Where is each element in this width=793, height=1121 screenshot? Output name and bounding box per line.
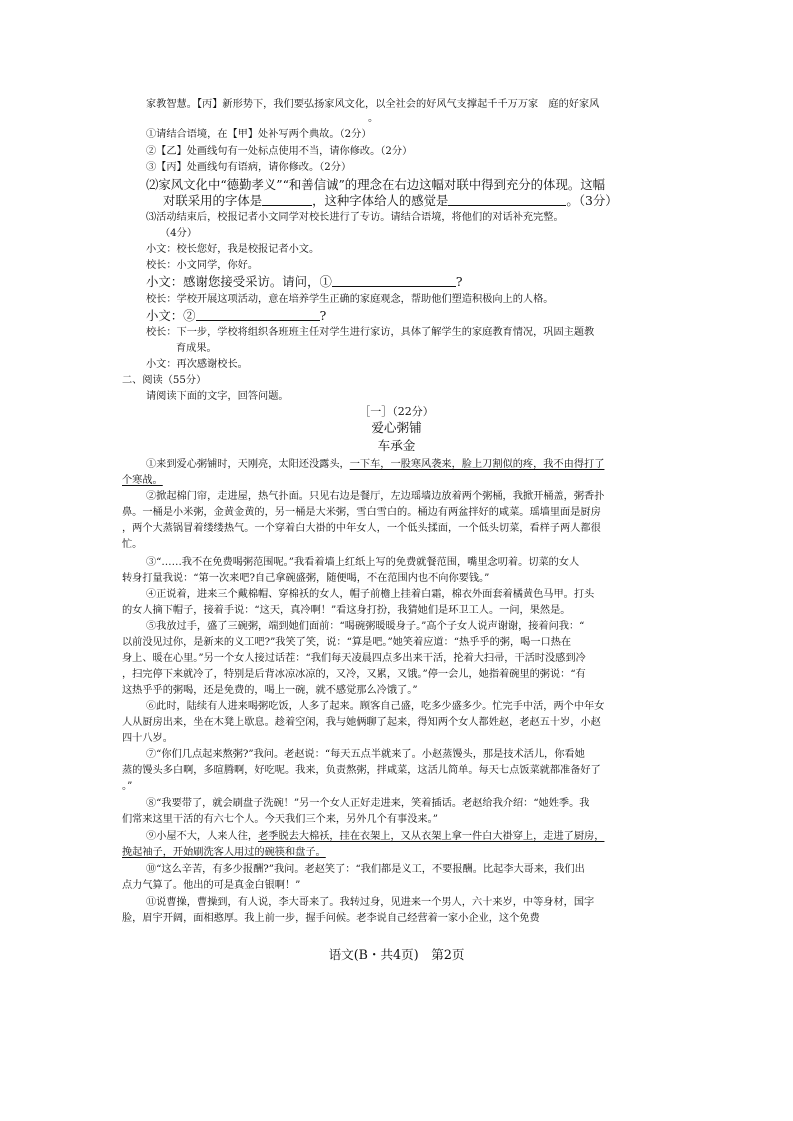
section-heading: 二、阅读（55分） [122,375,207,386]
dialogue-line: 小文：校长您好，我是校报记者小文。 [146,244,320,255]
question-item: ⑶活动结束后，校报记者小文同学对校长进行了专访。请结合语境，将他们的对话补充完整。 [146,212,564,223]
question-item: ①请结合语境，在【甲】处补写两个典故。（2分） [146,129,372,140]
paragraph-line: ①来到爱心粥铺时，天刚亮，太阳还没露头，一下车，一股寒风袭来，脸上刀割似的疼，我不由得打了 [146,459,605,470]
paragraph-line: 个寒战。 [122,475,163,486]
answer-blank[interactable] [332,275,456,287]
paragraph-line: ④正说着，进来三个戴棉帽、穿棉袄的女人，帽子前檐上挂着白霜，棉衣外面套着橘黄色马甲。打头 [146,589,595,600]
paragraph-line: 点力气算了。他出的可是真金白银啊！” [122,880,301,891]
paragraph-line: ②掀起棉门帘，走进屋，热气扑面。只见右边是餐厅，左边瑶墙边放着两个粥桶，我掀开桶盖，粥香扑 [146,491,605,502]
answer-blank[interactable] [262,194,312,206]
dialogue-line: 小文：② ? [146,308,327,323]
question-item: ⑵家风文化中“德勤孝义”“和善信诚”的理念在右边这幅对联中得到充分的体现。这幅 [146,177,606,192]
paragraph-line: 转身打量我说：“第一次来吧?自己拿碗盛粥，随便喝，不在范围内也不向你要钱。” [122,573,490,584]
question-item: 对联采用的字体是 ，这种字体给人的感觉是 。（3分） [163,193,618,208]
story-author: 车承金 [377,438,416,453]
dialogue-line: 小文：再次感谢校长。 [146,359,248,370]
paragraph-line: ⑨小屋不大，人来人往，老季脱去大棉袄，挂在衣架上，又从衣架上拿一件白大褂穿上，走进了厨房， [146,831,605,842]
paragraph-line: 身上、暖在心里。”另一个女人接过话茬：“我们每天凌晨四点多出来干活，抡着大扫帚，干活时没感到冷 [122,653,586,664]
dialogue-line: 校长：小文同学，你好。 [146,260,259,271]
paragraph-line: 挽起袖子，开始刷洗客人用过的碗筷和盘子。 [122,847,326,858]
paragraph-line: 们常来这里干活的有六七个人。今天我们三个来，另外几个有事没来。” [122,814,438,825]
dialogue-line: 校长：学校开展这项活动，意在培养学生正确的家庭观念，帮助他们塑造积极向上的人格。 [146,294,554,305]
text-line: 。 [368,113,379,124]
paragraph-line: ，扫完停下来就冷了，特别是后背冰凉冰凉的，又冷，又累，又饿。”停一会儿，她指着碗里的粥说：“有 [122,669,586,680]
question-item: ②【乙】处画线句有一处标点使用不当，请你修改。（2分） [146,146,413,157]
paragraph-line: ⑥此时，陆续有人进来喝粥吃饭，人多了起来。顾客自己盛，吃多少盛多少。忙完手中活，两个中年女 [146,701,605,712]
paragraph-line: ③“……我不在免费喝粥范围呢。”我看着墙上红纸上写的免费就餐范围，嘴里念叨着。切菜的女人 [146,557,580,568]
paragraph-line: 鼻。一桶是小米粥，金黄金黄的，另一桶是大米粥，雪白雪白的。桶边有两盆拌好的咸菜。瑶墙里面是厨房 [122,507,601,518]
paragraph-line: 人从厨房出来，坐在木凳上歇息。趁着空闲，我与她俩聊了起来，得知两个女人都姓赵，老赵五十岁，小赵 [122,717,601,728]
paragraph-line: 四十八岁。 [122,733,173,744]
paragraph-line: 忙。 [122,539,143,550]
paragraph-line: 蒸的馒头多白啊，多暄腾啊，好吃呢。我来，负责熬粥，拌咸菜，这活儿简单。每天七点饭菜就都准备好了 [122,765,601,776]
text-line: 家教智慧。【丙】新形势下，我们要弘扬家风文化，以全社会的好风气支撑起千千万万家 庭的好家风 [146,99,600,110]
paragraph-line: ⑦“你们几点起来熬粥?”我问。老赵说：“每天五点半就来了。小赵蒸馒头，那是技术活儿，你看她 [146,749,585,760]
dialogue-line: 小文：感谢您接受采访。请问，① ? [146,274,463,289]
dialogue-line: 育成果。 [176,343,217,354]
paragraph-line: ⑧“我要带了，就会刷盘子洗碗！”另一个女人正好走进来，笑着插话。老赵给我介绍：“她姓季。我 [146,798,590,809]
part-label: ［一］（22分） [359,405,434,418]
page-footer: 语文(B・共4页) 第2页 [328,947,465,962]
question-item: ③【丙】处画线句有语病，请你修改。（2分） [146,162,352,173]
paragraph-line: ，两个大蒸锅冒着缕缕热气。一个穿着白大褂的中年女人，一个低头揉面，一个低头切菜，看样子两人都很 [122,523,601,534]
paragraph-line: 这热乎乎的粥喝，还是免费的，喝上一碗，就不感觉那么冷饿了。” [122,685,418,696]
paragraph-line: 。” [122,781,133,792]
paragraph-line: ⑤我放过手，盛了三碗粥，端到她们面前：“喝碗粥暖暖身子。”高个子女人说声谢谢，接着问我：“ [146,621,585,632]
story-title: 爱心粥铺 [371,420,422,435]
section-intro: 请阅读下面的文字，回答问题。 [146,391,289,402]
paragraph-line: 的女人摘下帽子，接着手说：“这天，真冷啊！”看这身打扮，我猜她们是环卫工人。一问，果然是。 [122,605,571,616]
paragraph-line: ⑪说曹操，曹操到，有人说，李大哥来了。我转过身，见进来一个男人，六十来岁，中等身材，国字 [146,897,595,908]
answer-blank[interactable] [448,194,566,206]
question-item: （4分） [160,228,198,239]
paragraph-line: ⑩“这么辛苦，有多少报酬?”我问。老赵笑了：“我们都是义工，不要报酬。比起李大哥来，我们出 [146,864,585,875]
answer-blank[interactable] [196,309,320,321]
paragraph-line: 以前没见过你，是新来的义工吧?”我笑了笑，说：“算是吧。”她笑着应道：“热乎乎的粥，喝一口热在 [122,637,572,648]
dialogue-line: 校长：下一步，学校将组织各班班主任对学生进行家访，具体了解学生的家庭教育情况，巩固主题教 [146,327,595,338]
paragraph-line: 脸，眉宇开阔，面相憨厚。我上前一步，握手问候。老李说自己经营着一家小企业，这个免费 [122,913,540,924]
